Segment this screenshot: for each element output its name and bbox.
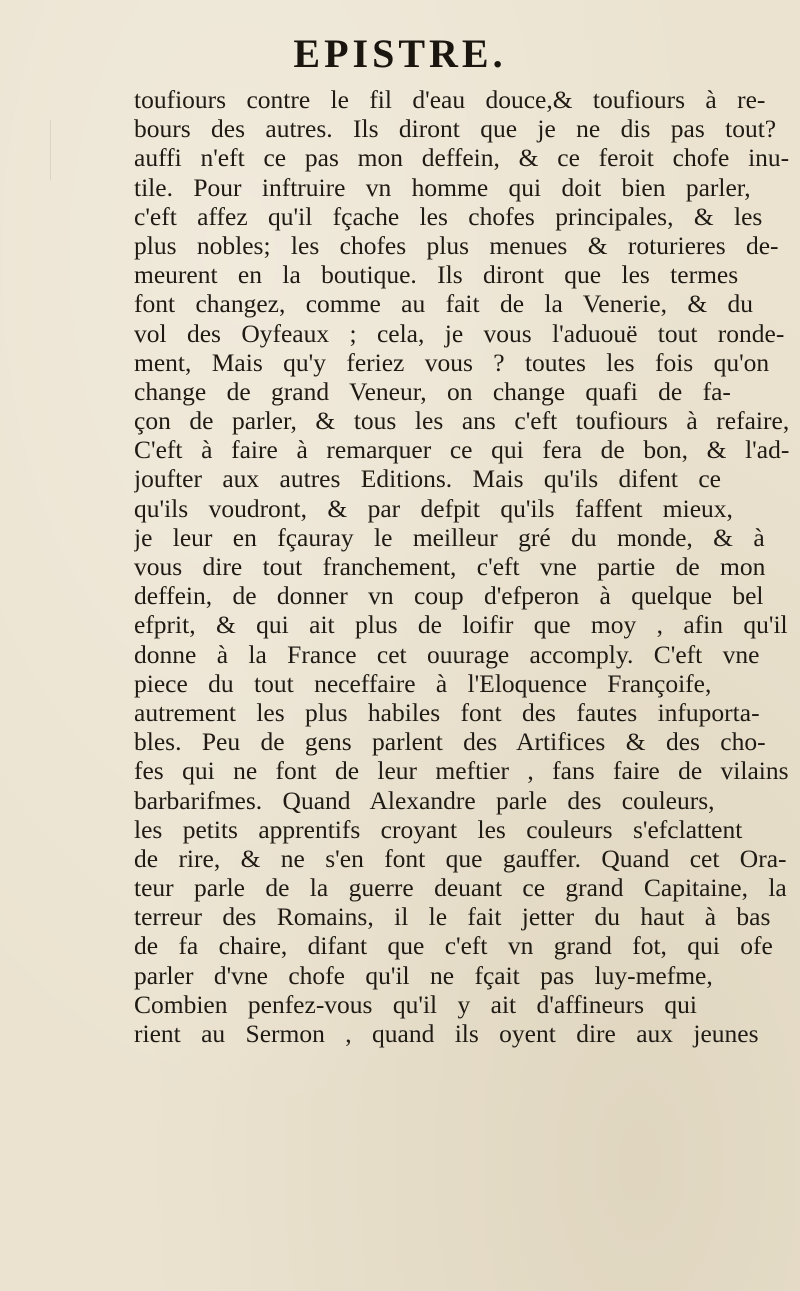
text-line: terreur des Romains, il le fait jetter du haut à bas — [134, 902, 771, 932]
text-line: çon de parler, & tous les ans c'eft toufiours à refaire, — [134, 406, 790, 436]
text-line: teur parle de la guerre deuant ce grand Capitaine, la — [134, 873, 787, 903]
text-line: de fa chaire, difant que c'eft vn grand fot, qui ofe — [134, 931, 773, 961]
text-line: je leur en fçauray le meilleur gré du monde, & à — [134, 522, 765, 552]
text-line: barbarifmes. Quand Alexandre parle des couleurs, — [134, 785, 715, 815]
body-text — [134, 85, 794, 1048]
text-line: parler d'vne chofe qu'il ne fçait pas luy-mefme, — [134, 960, 713, 990]
text-line: meurent en la boutique. Ils diront que les termes — [134, 260, 739, 290]
text-line: bles. Peu de gens parlent des Artifices & des cho- — [134, 727, 766, 757]
text-line: rient au Sermon , quand ils oyent dire aux jeunes — [134, 1019, 759, 1048]
text-line: piece du tout neceffaire à l'Eloquence Françoife, — [134, 668, 712, 698]
text-line: de rire, & ne s'en font que gauffer. Quand cet Ora- — [134, 843, 787, 873]
page-header: EPISTRE. — [293, 31, 507, 76]
text-line: toufiours contre le fil d'eau douce,& toufiours à re- — [134, 85, 766, 114]
text-line: donne à la France cet ouurage accomply. C'eft vne — [134, 639, 760, 669]
text-line: C'eft à faire à remarquer ce qui fera de bon, & l'ad- — [134, 435, 790, 465]
text-line: autrement les plus habiles font des fautes infuporta- — [134, 697, 760, 727]
text-line: qu'ils voudront, & par defpit qu'ils faffent mieux, — [134, 493, 733, 523]
text-line: fes qui ne font de leur meftier , fans faire de vilains — [134, 756, 789, 786]
text-line: plus nobles; les chofes plus menues & roturieres de- — [134, 230, 779, 260]
text-line: les petits apprentifs croyant les couleurs s'efclattent — [134, 814, 743, 844]
text-line: deffein, de donner vn coup d'efperon à quelque bel — [134, 581, 764, 611]
text-line: vol des Oyfeaux ; cela, je vous l'aduouë tout ronde- — [134, 318, 785, 348]
text-line: vous dire tout franchement, c'eft vne partie de mon — [134, 552, 766, 581]
text-line: bours des autres. Ils diront que je ne dis pas tout? — [134, 114, 777, 144]
text-line: joufter aux autres Editions. Mais qu'ils difent ce — [134, 464, 721, 494]
text-line: Combien penfez-vous qu'il y ait d'affineurs qui — [134, 989, 697, 1019]
text-line: efprit, & qui ait plus de loifir que moy , afin qu'il — [134, 610, 788, 640]
text-line: c'eft affez qu'il fçache les chofes principales, & les — [134, 201, 763, 231]
text-line: tile. Pour inftruire vn homme qui doit bien parler, — [134, 172, 751, 202]
text-line: ment, Mais qu'y feriez vous ? toutes les fois qu'on — [134, 347, 770, 377]
text-line: auffi n'eft ce pas mon deffein, & ce feroit chofe inu- — [134, 143, 790, 173]
text-line: font changez, comme au fait de la Venerie, & du — [134, 289, 754, 319]
paper-mark — [50, 120, 51, 180]
text-line: change de grand Veneur, on change quafi de fa- — [134, 376, 731, 406]
